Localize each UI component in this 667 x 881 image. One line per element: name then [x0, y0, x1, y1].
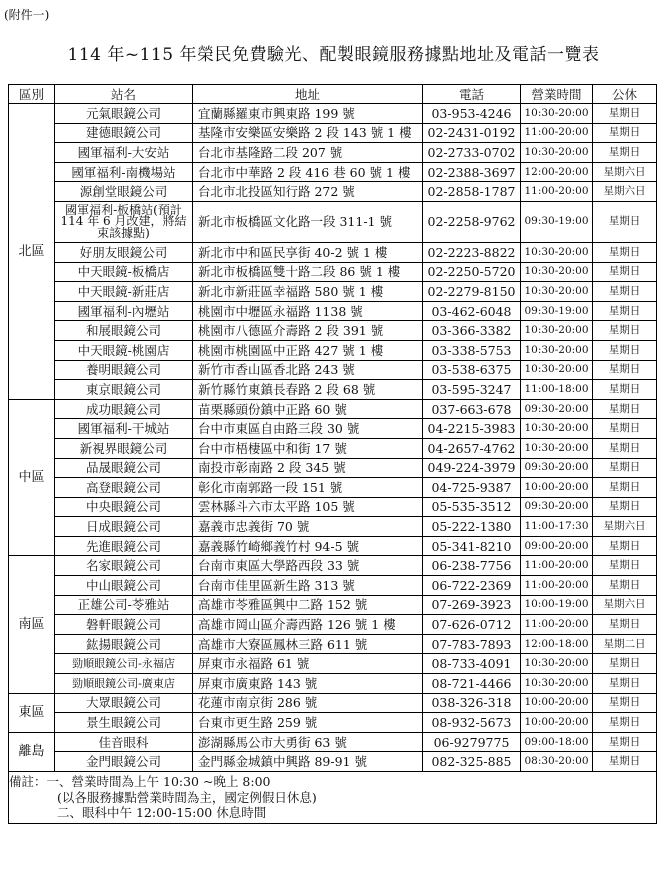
closed-day-cell: 星期日	[593, 732, 657, 752]
closed-day-cell: 星期日	[593, 458, 657, 478]
station-name-cell: 金門眼鏡公司	[55, 752, 193, 772]
table-row	[9, 615, 657, 635]
hours-cell: 10:30-20:00	[521, 340, 593, 360]
address-cell: 台南市東區大學路西段 33 號	[193, 556, 423, 576]
closed-day-cell: 星期日	[593, 380, 657, 400]
address-cell: 桃園市中壢區永福路 1138 號	[193, 301, 423, 321]
address-cell: 新北市新莊區幸福路 580 號 1 樓	[193, 282, 423, 302]
address-cell: 新北市板橋區文化路一段 311-1 號	[193, 201, 423, 242]
station-name-cell: 和展眼鏡公司	[55, 321, 193, 341]
station-name-cell: 品晟眼鏡公司	[55, 458, 193, 478]
closed-day-cell: 星期二日	[593, 634, 657, 654]
station-name-cell: 景生眼鏡公司	[55, 713, 193, 733]
address-cell: 高雄市苓雅區興中二路 152 號	[193, 595, 423, 615]
phone-cell: 02-2733-0702	[423, 143, 521, 163]
table-row	[9, 674, 657, 694]
station-name-cell: 國軍福利-內壢站	[55, 301, 193, 321]
address-cell: 花蓮市南京街 286 號	[193, 693, 423, 713]
table-row	[9, 360, 657, 380]
phone-cell: 08-733-4091	[423, 654, 521, 674]
phone-cell: 05-535-3512	[423, 497, 521, 517]
station-name-cell: 中山眼鏡公司	[55, 576, 193, 596]
closed-day-cell: 星期日	[593, 262, 657, 282]
phone-cell: 04-2215-3983	[423, 419, 521, 439]
header-address: 地址	[193, 85, 423, 104]
table-row	[9, 517, 657, 537]
hours-cell: 09:30-19:00	[521, 201, 593, 242]
notes-line-1: 一、營業時間為上午 10:30 ~晚上 8:00	[46, 774, 271, 789]
address-cell: 苗栗縣頭份鎮中正路 60 號	[193, 399, 423, 419]
hours-cell: 10:30-20:00	[521, 321, 593, 341]
table-header-row	[9, 85, 657, 104]
hours-cell: 10:30-20:00	[521, 282, 593, 302]
station-name-cell: 中天眼鏡-桃園店	[55, 340, 193, 360]
closed-day-cell: 星期六日	[593, 162, 657, 182]
address-cell: 澎湖縣馬公市大勇街 63 號	[193, 732, 423, 752]
table-row	[9, 713, 657, 733]
address-cell: 桃園市八德區介壽路 2 段 391 號	[193, 321, 423, 341]
hours-cell: 11:00-20:00	[521, 576, 593, 596]
station-name-cell: 東京眼鏡公司	[55, 380, 193, 400]
station-name-cell: 元氣眼鏡公司	[55, 104, 193, 124]
hours-cell: 11:00-17:30	[521, 517, 593, 537]
table-row	[9, 301, 657, 321]
address-cell: 新北市中和區民享街 40-2 號 1 樓	[193, 242, 423, 262]
closed-day-cell: 星期日	[593, 282, 657, 302]
closed-day-cell: 星期日	[593, 399, 657, 419]
closed-day-cell: 星期日	[593, 615, 657, 635]
station-name-cell: 建德眼鏡公司	[55, 123, 193, 143]
phone-cell: 06-722-2369	[423, 576, 521, 596]
hours-cell: 10:30-20:00	[521, 654, 593, 674]
phone-cell: 038-326-318	[423, 693, 521, 713]
table-row	[9, 752, 657, 772]
hours-cell: 12:00-18:00	[521, 634, 593, 654]
region-cell: 南區	[9, 556, 55, 693]
phone-cell: 08-721-4466	[423, 674, 521, 694]
closed-day-cell: 星期日	[593, 301, 657, 321]
phone-cell: 06-9279775	[423, 732, 521, 752]
table-row	[9, 380, 657, 400]
table-row	[9, 693, 657, 713]
station-name-cell: 名家眼鏡公司	[55, 556, 193, 576]
address-cell: 新北市板橋區雙十路二段 86 號 1 樓	[193, 262, 423, 282]
phone-cell: 06-238-7756	[423, 556, 521, 576]
table-row	[9, 262, 657, 282]
closed-day-cell: 星期日	[593, 674, 657, 694]
table-row	[9, 321, 657, 341]
hours-cell: 09:30-19:00	[521, 301, 593, 321]
closed-day-cell: 星期日	[593, 752, 657, 772]
closed-day-cell: 星期日	[593, 536, 657, 556]
table-row	[9, 162, 657, 182]
address-cell: 宜蘭縣羅東市興東路 199 號	[193, 104, 423, 124]
hours-cell: 11:00-20:00	[521, 123, 593, 143]
hours-cell: 10:30-20:00	[521, 143, 593, 163]
phone-cell: 02-2250-5720	[423, 262, 521, 282]
region-cell: 中區	[9, 399, 55, 556]
phone-cell: 03-953-4246	[423, 104, 521, 124]
header-closed: 公休	[593, 85, 657, 104]
document-title: 114 年~115 年榮民免費驗光、配製眼鏡服務據點地址及電話一覽表	[67, 45, 600, 65]
closed-day-cell: 星期日	[593, 419, 657, 439]
table-row	[9, 438, 657, 458]
region-cell: 離島	[9, 732, 55, 771]
hours-cell: 09:30-20:00	[521, 497, 593, 517]
hours-cell: 10:30-20:00	[521, 262, 593, 282]
station-name-cell: 磐軒眼鏡公司	[55, 615, 193, 635]
closed-day-cell: 星期六日	[593, 517, 657, 537]
closed-day-cell: 星期日	[593, 438, 657, 458]
address-cell: 嘉義市忠義街 70 號	[193, 517, 423, 537]
closed-day-cell: 星期日	[593, 123, 657, 143]
table-row	[9, 143, 657, 163]
station-name-cell: 正雄公司-苓雅站	[55, 595, 193, 615]
annex-label: (附件一)	[4, 8, 50, 22]
phone-cell: 05-341-8210	[423, 536, 521, 556]
address-cell: 屏東市廣東路 143 號	[193, 674, 423, 694]
phone-cell: 02-2388-3697	[423, 162, 521, 182]
phone-cell: 03-538-6375	[423, 360, 521, 380]
station-name-cell: 好朋友眼鏡公司	[55, 242, 193, 262]
phone-cell: 07-626-0712	[423, 615, 521, 635]
hours-cell: 10:00-19:00	[521, 595, 593, 615]
closed-day-cell: 星期日	[593, 654, 657, 674]
hours-cell: 11:00-20:00	[521, 615, 593, 635]
address-cell: 台東市更生路 259 號	[193, 713, 423, 733]
table-row	[9, 497, 657, 517]
notes-row	[9, 772, 657, 824]
table-row	[9, 201, 657, 242]
table-row	[9, 340, 657, 360]
station-name-cell: 成功眼鏡公司	[55, 399, 193, 419]
hours-cell: 10:00-20:00	[521, 478, 593, 498]
table-body	[9, 104, 657, 772]
address-cell: 屏東市永福路 61 號	[193, 654, 423, 674]
address-cell: 雲林縣斗六市太平路 105 號	[193, 497, 423, 517]
hours-cell: 11:00-18:00	[521, 380, 593, 400]
station-name-cell: 國軍福利-干城站	[55, 419, 193, 439]
phone-cell: 04-725-9387	[423, 478, 521, 498]
table-row	[9, 282, 657, 302]
table-row	[9, 458, 657, 478]
closed-day-cell: 星期六日	[593, 182, 657, 202]
hours-cell: 10:00-20:00	[521, 693, 593, 713]
phone-cell: 08-932-5673	[423, 713, 521, 733]
hours-cell: 10:30-20:00	[521, 419, 593, 439]
phone-cell: 037-663-678	[423, 399, 521, 419]
closed-day-cell: 星期日	[593, 497, 657, 517]
notes-line-3: 二、眼科中午 12:00-15:00 休息時間	[57, 805, 267, 820]
hours-cell: 09:30-20:00	[521, 458, 593, 478]
station-name-cell: 國軍福利-大安站	[55, 143, 193, 163]
hours-cell: 08:30-20:00	[521, 752, 593, 772]
address-cell: 彰化市南郭路一段 151 號	[193, 478, 423, 498]
header-name: 站名	[55, 85, 193, 104]
phone-cell: 04-2657-4762	[423, 438, 521, 458]
closed-day-cell: 星期日	[593, 143, 657, 163]
address-cell: 高雄市大寮區鳳林三路 611 號	[193, 634, 423, 654]
address-cell: 台中市東區自由路三段 30 號	[193, 419, 423, 439]
table-row	[9, 634, 657, 654]
closed-day-cell: 星期六日	[593, 595, 657, 615]
closed-day-cell: 星期日	[593, 693, 657, 713]
station-name-cell: 佳音眼科	[55, 732, 193, 752]
station-name-cell: 日成眼鏡公司	[55, 517, 193, 537]
address-cell: 嘉義縣竹崎鄉義竹村 94-5 號	[193, 536, 423, 556]
station-name-cell: 中天眼鏡-板橋店	[55, 262, 193, 282]
phone-cell: 02-2431-0192	[423, 123, 521, 143]
table-row	[9, 182, 657, 202]
address-cell: 台北市中華路 2 段 416 巷 60 號 1 樓	[193, 162, 423, 182]
closed-day-cell: 星期日	[593, 478, 657, 498]
station-name-cell: 新視界眼鏡公司	[55, 438, 193, 458]
table-row	[9, 242, 657, 262]
hours-cell: 09:30-20:00	[521, 399, 593, 419]
phone-cell: 03-366-3382	[423, 321, 521, 341]
address-cell: 高雄市岡山區介壽西路 126 號 1 樓	[193, 615, 423, 635]
address-cell: 金門縣金城鎮中興路 89-91 號	[193, 752, 423, 772]
station-name-cell: 勁順眼鏡公司-廣東店	[55, 674, 193, 694]
hours-cell: 11:00-20:00	[521, 556, 593, 576]
address-cell: 桃園市桃園區中正路 427 號 1 樓	[193, 340, 423, 360]
region-cell: 北區	[9, 104, 55, 400]
notes-label: 備註：	[9, 774, 47, 789]
address-cell: 台南市佳里區新生路 313 號	[193, 576, 423, 596]
closed-day-cell: 星期日	[593, 360, 657, 380]
phone-cell: 02-2258-9762	[423, 201, 521, 242]
notes-cell	[9, 772, 657, 824]
closed-day-cell: 星期日	[593, 576, 657, 596]
station-name-cell: 中天眼鏡-新莊店	[55, 282, 193, 302]
closed-day-cell: 星期日	[593, 321, 657, 341]
address-cell: 南投市彰南路 2 段 345 號	[193, 458, 423, 478]
hours-cell: 10:00-20:00	[521, 713, 593, 733]
station-name-cell: 源創堂眼鏡公司	[55, 182, 193, 202]
station-name-cell: 高登眼鏡公司	[55, 478, 193, 498]
phone-cell: 07-783-7893	[423, 634, 521, 654]
station-name-cell: 鈜揚眼鏡公司	[55, 634, 193, 654]
hours-cell: 10:30-20:00	[521, 104, 593, 124]
station-name-cell: 大眾眼鏡公司	[55, 693, 193, 713]
station-name-cell: 國軍福利-南機場站	[55, 162, 193, 182]
service-locations-table	[8, 84, 657, 824]
closed-day-cell: 星期日	[593, 242, 657, 262]
address-cell: 新竹縣竹東鎮長春路 2 段 68 號	[193, 380, 423, 400]
phone-cell: 02-2279-8150	[423, 282, 521, 302]
table-row	[9, 654, 657, 674]
header-phone: 電話	[423, 85, 521, 104]
station-name-cell: 中央眼鏡公司	[55, 497, 193, 517]
hours-cell: 12:00-20:00	[521, 162, 593, 182]
table-row	[9, 536, 657, 556]
phone-cell: 03-595-3247	[423, 380, 521, 400]
hours-cell: 11:00-20:00	[521, 182, 593, 202]
phone-cell: 02-2223-8822	[423, 242, 521, 262]
header-region: 區別	[9, 85, 55, 104]
address-cell: 基隆市安樂區安樂路 2 段 143 號 1 樓	[193, 123, 423, 143]
table-row	[9, 576, 657, 596]
phone-cell: 02-2858-1787	[423, 182, 521, 202]
table-row	[9, 595, 657, 615]
closed-day-cell: 星期日	[593, 340, 657, 360]
address-cell: 台中市梧棲區中和街 17 號	[193, 438, 423, 458]
phone-cell: 07-269-3923	[423, 595, 521, 615]
hours-cell: 10:30-20:00	[521, 360, 593, 380]
address-cell: 新竹市香山區香北路 243 號	[193, 360, 423, 380]
closed-day-cell: 星期日	[593, 201, 657, 242]
phone-cell: 03-338-5753	[423, 340, 521, 360]
region-cell: 東區	[9, 693, 55, 732]
hours-cell: 10:30-20:00	[521, 674, 593, 694]
table-row	[9, 556, 657, 576]
hours-cell: 09:00-20:00	[521, 536, 593, 556]
phone-cell: 05-222-1380	[423, 517, 521, 537]
table-row	[9, 419, 657, 439]
table-row	[9, 399, 657, 419]
hours-cell: 10:30-20:00	[521, 242, 593, 262]
station-name-cell: 勁順眼鏡公司-永福店	[55, 654, 193, 674]
hours-cell: 09:00-18:00	[521, 732, 593, 752]
phone-cell: 082-325-885	[423, 752, 521, 772]
closed-day-cell: 星期日	[593, 713, 657, 733]
closed-day-cell: 星期日	[593, 104, 657, 124]
hours-cell: 10:30-20:00	[521, 438, 593, 458]
address-cell: 台北市北投區知行路 272 號	[193, 182, 423, 202]
address-cell: 台北市基隆路二段 207 號	[193, 143, 423, 163]
table-row	[9, 478, 657, 498]
table-row	[9, 732, 657, 752]
table-row	[9, 104, 657, 124]
header-hours: 營業時間	[521, 85, 593, 104]
table-row	[9, 123, 657, 143]
station-name-cell: 養明眼鏡公司	[55, 360, 193, 380]
station-name-cell: 國軍福利-板橋站(預計 114 年 6 月改建，將結束該據點)	[55, 201, 193, 242]
station-name-cell: 先進眼鏡公司	[55, 536, 193, 556]
phone-cell: 03-462-6048	[423, 301, 521, 321]
closed-day-cell: 星期日	[593, 556, 657, 576]
phone-cell: 049-224-3979	[423, 458, 521, 478]
notes-line-2: (以各服務據點營業時間為主，國定例假日休息)	[57, 789, 317, 805]
